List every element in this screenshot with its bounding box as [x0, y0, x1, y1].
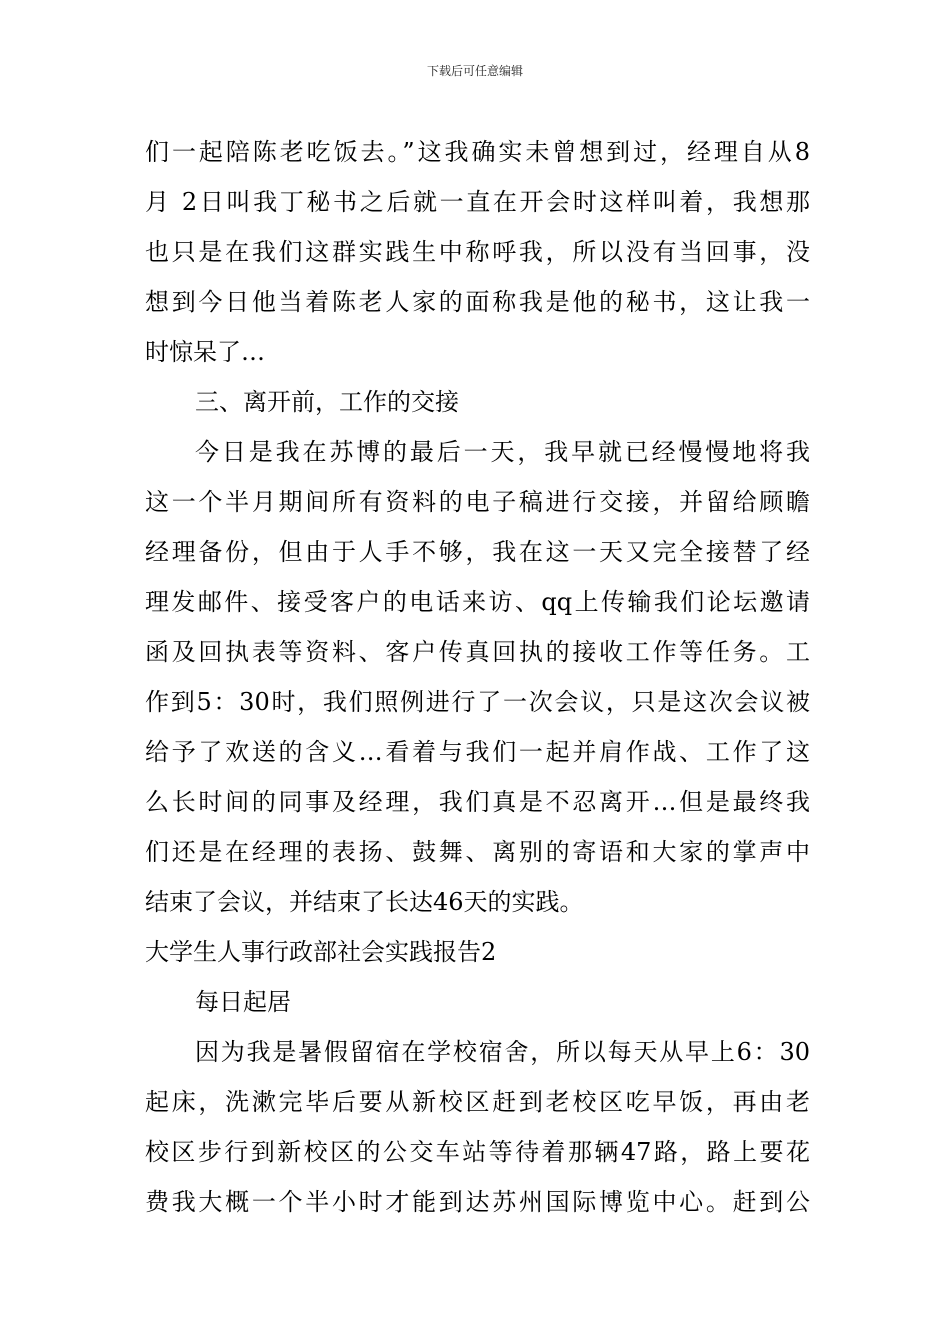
- page-header: 下载后可任意编辑: [426, 64, 523, 78]
- body-line: 理发邮件、接受客户的电话来访、qq上传输我们论坛邀请: [145, 588, 810, 616]
- body-line: 给予了欢送的含义…看着与我们一起并肩作战、工作了这: [145, 738, 810, 766]
- body-line: 起床，洗漱完毕后要从新校区赶到老校区吃早饭，再由老: [145, 1088, 810, 1116]
- body-line: 校区步行到新校区的公交车站等待着那辆47路，路上要花: [145, 1138, 810, 1166]
- body-line: 费我大概一个半小时才能到达苏州国际博览中心。赶到公: [145, 1188, 810, 1216]
- body-line: 们还是在经理的表扬、鼓舞、离别的寄语和大家的掌声中: [145, 838, 810, 866]
- body-line: 时惊呆了…: [145, 338, 265, 366]
- body-line: 想到今日他当着陈老人家的面称我是他的秘书，这让我一: [145, 288, 810, 316]
- body-line: 也只是在我们这群实践生中称呼我，所以没有当回事，没: [145, 238, 810, 266]
- body-line: 函及回执表等资料、客户传真回执的接收工作等任务。工: [145, 638, 810, 666]
- paragraph-first-line: 因为我是暑假留宿在学校宿舍，所以每天从早上6：30: [195, 1038, 810, 1066]
- section-heading: 每日起居: [195, 988, 291, 1016]
- section-heading: 三、离开前，工作的交接: [195, 388, 459, 416]
- body-line: 结束了会议，并结束了长达46天的实践。: [145, 888, 584, 916]
- paragraph-first-line: 今日是我在苏博的最后一天，我早就已经慢慢地将我: [195, 438, 810, 466]
- body-line: 这一个半月期间所有资料的电子稿进行交接，并留给顾瞻: [145, 488, 810, 516]
- body-line: 么长时间的同事及经理，我们真是不忍离开…但是最终我: [145, 788, 810, 816]
- body-line: 作到5：30时，我们照例进行了一次会议，只是这次会议被: [145, 688, 810, 716]
- document-body: [145, 127, 810, 1227]
- body-line: 月 2日叫我丁秘书之后就一直在开会时这样叫着，我想那: [145, 188, 810, 216]
- document-title: 大学生人事行政部社会实践报告2: [145, 938, 497, 966]
- body-line: 经理备份，但由于人手不够，我在这一天又完全接替了经: [145, 538, 810, 566]
- body-line: 们一起陪陈老吃饭去。”这我确实未曾想到过，经理自从8: [145, 138, 810, 166]
